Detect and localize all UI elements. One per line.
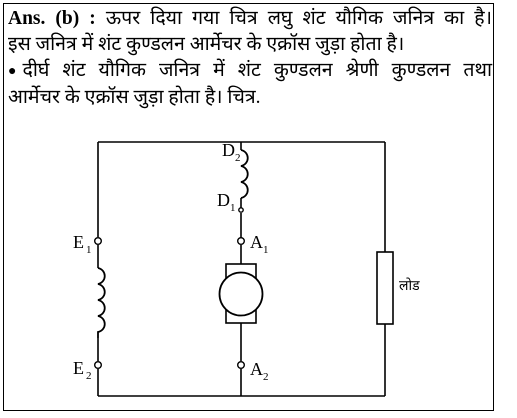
terminal-a2 — [238, 362, 245, 369]
label-e1: E — [73, 232, 84, 252]
terminal-d1 — [239, 208, 243, 212]
label-a1-sub: 1 — [263, 244, 269, 256]
label-d2: D — [222, 140, 235, 160]
bullet-icon: ● — [8, 63, 17, 79]
answer-line-4: आर्मेचर के एक्रॉस जुड़ा होता है। चित्र. — [8, 86, 261, 108]
label-e1-sub: 1 — [86, 244, 92, 256]
answer-line-1-text: ऊपर दिया गया चित्र लघु शंट यौगिक जनित्र का है। — [105, 8, 492, 29]
label-d1-sub: 1 — [230, 202, 236, 214]
label-d2-sub: 2 — [235, 152, 241, 164]
armature — [220, 264, 263, 323]
label-a1: A — [250, 232, 263, 252]
label-d1: D — [217, 190, 230, 210]
label-a2: A — [250, 359, 263, 379]
label-a2-sub: 2 — [263, 371, 269, 383]
series-field-coil — [241, 150, 248, 198]
terminal-e1 — [95, 238, 102, 245]
answer-label: Ans. (b) : — [8, 8, 96, 29]
page-cutoff — [0, 411, 517, 418]
answer-line-3-text: दीर्घ शंट यौगिक जनित्र में शंट कुण्डलन श्रेणी कुण्डलन तथा — [22, 60, 492, 81]
label-e2-sub: 2 — [86, 370, 92, 382]
label-load: लोड — [399, 278, 420, 294]
label-e2: E — [73, 358, 84, 378]
terminal-a1 — [238, 238, 245, 245]
armature-rotor — [220, 273, 263, 316]
shunt-field-coil — [98, 268, 105, 338]
load-resistor — [377, 252, 393, 324]
terminal-e2 — [95, 362, 102, 369]
answer-line-2: इस जनित्र में शंट कुण्डलन आर्मेचर के एक्रॉस जुड़ा होता है। — [8, 34, 405, 55]
